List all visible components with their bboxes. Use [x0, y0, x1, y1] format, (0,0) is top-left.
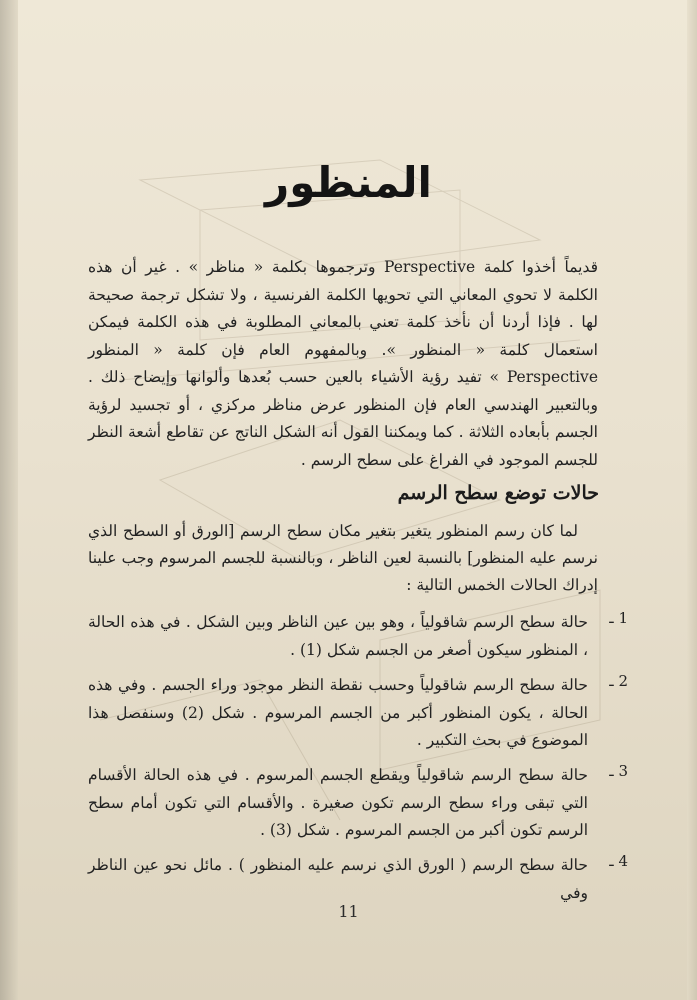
list-item-text: حالة سطح الرسم شاقولياً ويقطع الجسم المرسوم . في هذه الحالة الأقسام التي تبقى وراء سطح الرسم تكون صغيرة . والأقسام التي تكون أمام سطح الرسم تكون أكبر من الجسم المرسوم . شكل (3) .	[88, 766, 588, 839]
list-item-text: حالة سطح الرسم شاقولياً وحسب نقطة النظر موجود وراء الجسم . وفي هذه الحالة ، يكون المنظور أكبر من الجسم المرسوم . شكل (2) وسنفصل هذا الموضوع في بحث التكبير .	[88, 676, 588, 749]
intro-paragraph: قديماً أخذوا كلمة Perspective وترجموها بكلمة « مناظر » . غير أن هذه الكلمة لا تحوي المعاني التي تحويها الكلمة الفرنسية ، ولا تشكل ترجمة صحيحة لها . فإذا أردنا أن نأخذ كلمة تعني بالمعاني المطلوبة في هذه الكلمة فيمكن استعمال كلمة « المنظور ». وبالمفهوم العام فإن كلمة « المنظور Perspective » تفيد رؤية الأشياء بالعين حسب بُعدها وألوانها وإيضاح ذلك . وبالتعبير الهندسي العام فإن المنظور عرض مناظر مركزي ، أو تجسيد لرؤية الجسم بأبعاده الثلاثة . كما ويمكننا القول أنه الشكل الناتج عن تقاطع أشعة النظر للجسم الموجود في الفراغ على سطح الرسم .	[88, 258, 599, 469]
list-item-text: حالة سطح الرسم ( الورق الذي نرسم عليه المنظور ) . مائل نحو عين الناظر وفي	[88, 856, 588, 902]
list-item	[88, 672, 628, 755]
list-item	[88, 609, 628, 664]
section-intro-paragraph: لما كان رسم المنظور يتغير بتغير مكان سطح الرسم [الورق أو السطح الذي نرسم عليه المنظور] بالنسبة لعين الناظر ، وبالنسبة للجسم المرسوم وجب علينا إدراك الحالات الخمس التالية :	[88, 522, 598, 594]
page-number: 11	[338, 902, 359, 921]
list-item-number: 4 ـ	[609, 852, 628, 870]
list-item	[88, 762, 628, 845]
list-item	[88, 852, 628, 907]
list-item-number: 1 ـ	[609, 609, 628, 627]
page-left-edge-shadow	[0, 0, 18, 1000]
list-item-text: حالة سطح الرسم شاقولياً ، وهو بين عين الناظر وبين الشكل . في هذه الحالة ، المنظور سيكون أصغر من الجسم شكل (1) .	[88, 613, 588, 659]
list-item-number: 3 ـ	[609, 762, 628, 780]
list-item-number: 2 ـ	[609, 672, 628, 690]
chapter-title: المنظور	[265, 158, 432, 207]
section-heading: حالات توضع سطح الرسم	[397, 482, 599, 504]
page-right-edge	[687, 0, 697, 1000]
